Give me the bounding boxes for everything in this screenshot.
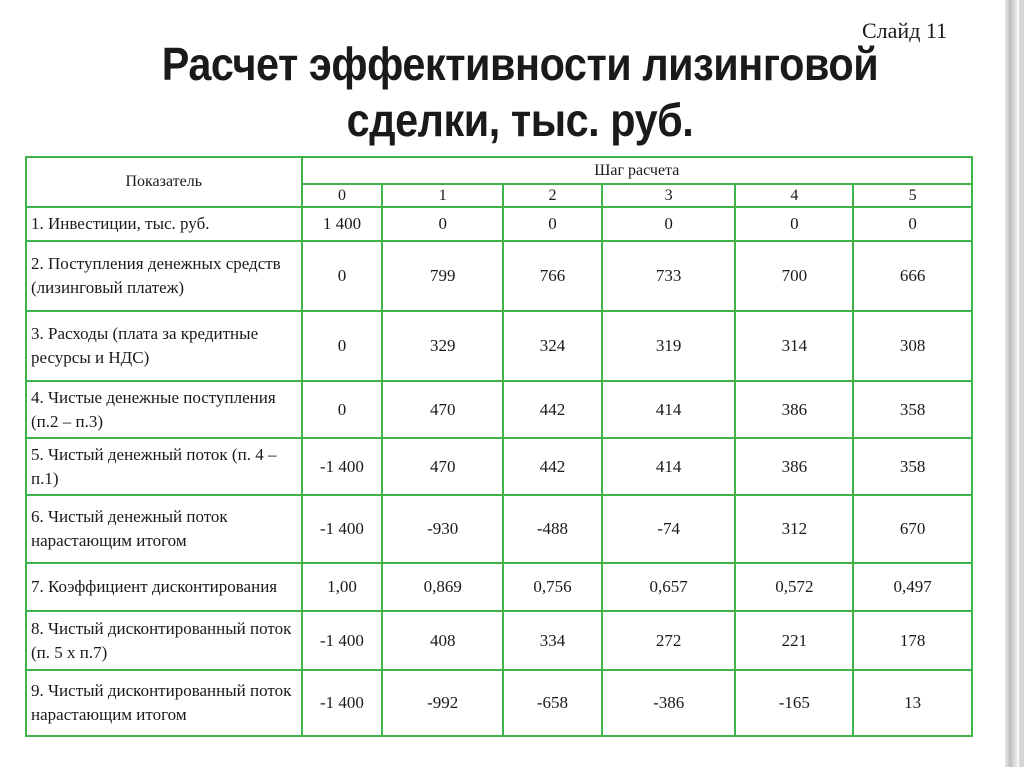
step-5: 5 xyxy=(853,184,972,207)
cell: 334 xyxy=(503,611,602,670)
step-1: 1 xyxy=(382,184,503,207)
table-row xyxy=(26,381,972,438)
cell: 733 xyxy=(602,241,736,311)
table-row xyxy=(26,207,972,241)
cell: 324 xyxy=(503,311,602,381)
row-label: 9. Чистый дисконтированный поток нарастающим итогом xyxy=(26,670,302,736)
row-label: 3. Расходы (плата за кредитные ресурсы и НДС) xyxy=(26,311,302,381)
cell: -1 400 xyxy=(302,611,383,670)
cell: -658 xyxy=(503,670,602,736)
step-4: 4 xyxy=(735,184,853,207)
cell: 386 xyxy=(735,381,853,438)
row-label: 5. Чистый денежный поток (п. 4 – п.1) xyxy=(26,438,302,495)
row-label: 1. Инвестиции, тыс. руб. xyxy=(26,207,302,241)
cell: 272 xyxy=(602,611,736,670)
cell: -930 xyxy=(382,495,503,563)
cell: 1 400 xyxy=(302,207,383,241)
row-label: 2. Поступления денежных средств (лизинговый платеж) xyxy=(26,241,302,311)
cell: 408 xyxy=(382,611,503,670)
table-row xyxy=(26,611,972,670)
table-row xyxy=(26,563,972,611)
table-row xyxy=(26,670,972,736)
cell: -992 xyxy=(382,670,503,736)
cell: 358 xyxy=(853,438,972,495)
row-label: 8. Чистый дисконтированный поток (п. 5 х п.7) xyxy=(26,611,302,670)
table-row xyxy=(26,495,972,563)
cell: -1 400 xyxy=(302,495,383,563)
indicator-header: Показатель xyxy=(26,157,302,207)
cell: 0 xyxy=(602,207,736,241)
cell: 670 xyxy=(853,495,972,563)
cell: 0 xyxy=(382,207,503,241)
cell: -1 400 xyxy=(302,438,383,495)
row-label: 7. Коэффициент дисконтирования xyxy=(26,563,302,611)
cell: 0 xyxy=(735,207,853,241)
table-row xyxy=(26,311,972,381)
cell: 470 xyxy=(382,381,503,438)
cell: 319 xyxy=(602,311,736,381)
cell: 0 xyxy=(302,241,383,311)
cell: 13 xyxy=(853,670,972,736)
cell: 470 xyxy=(382,438,503,495)
cell: 766 xyxy=(503,241,602,311)
cell: 442 xyxy=(503,381,602,438)
cell: 386 xyxy=(735,438,853,495)
cell: 414 xyxy=(602,438,736,495)
cell: 0 xyxy=(503,207,602,241)
cell: 414 xyxy=(602,381,736,438)
slide-edge-decoration xyxy=(1005,0,1018,767)
efficiency-table xyxy=(25,156,973,737)
cell: -74 xyxy=(602,495,736,563)
step-3: 3 xyxy=(602,184,736,207)
cell: 799 xyxy=(382,241,503,311)
cell: -386 xyxy=(602,670,736,736)
slide-title xyxy=(124,36,916,148)
slide-number: Слайд 11 xyxy=(862,18,948,43)
cell: 0 xyxy=(302,311,383,381)
cell: 0,756 xyxy=(503,563,602,611)
cell: 0,869 xyxy=(382,563,503,611)
step-2: 2 xyxy=(503,184,602,207)
cell: 314 xyxy=(735,311,853,381)
cell: -165 xyxy=(735,670,853,736)
table-row xyxy=(26,438,972,495)
step-header: Шаг расчета xyxy=(302,157,972,184)
table-header-row xyxy=(26,157,972,184)
table-row xyxy=(26,241,972,311)
cell: 221 xyxy=(735,611,853,670)
cell: 700 xyxy=(735,241,853,311)
cell: 178 xyxy=(853,611,972,670)
cell: 442 xyxy=(503,438,602,495)
cell: 0,497 xyxy=(853,563,972,611)
cell: -1 400 xyxy=(302,670,383,736)
cell: 329 xyxy=(382,311,503,381)
cell: 0 xyxy=(853,207,972,241)
cell: 308 xyxy=(853,311,972,381)
row-label: 4. Чистые денежные поступления (п.2 – п.3) xyxy=(26,381,302,438)
title-line-2: сделки, тыс. руб. xyxy=(346,94,694,146)
slide-edge-stripe xyxy=(1019,0,1024,767)
title-line-1: Расчет эффективности лизинговой xyxy=(161,38,879,90)
cell: 666 xyxy=(853,241,972,311)
step-0: 0 xyxy=(302,184,383,207)
cell: 0,572 xyxy=(735,563,853,611)
cell: 358 xyxy=(853,381,972,438)
cell: -488 xyxy=(503,495,602,563)
cell: 312 xyxy=(735,495,853,563)
cell: 0,657 xyxy=(602,563,736,611)
cell: 0 xyxy=(302,381,383,438)
cell: 1,00 xyxy=(302,563,383,611)
row-label: 6. Чистый денежный поток нарастающим итогом xyxy=(26,495,302,563)
